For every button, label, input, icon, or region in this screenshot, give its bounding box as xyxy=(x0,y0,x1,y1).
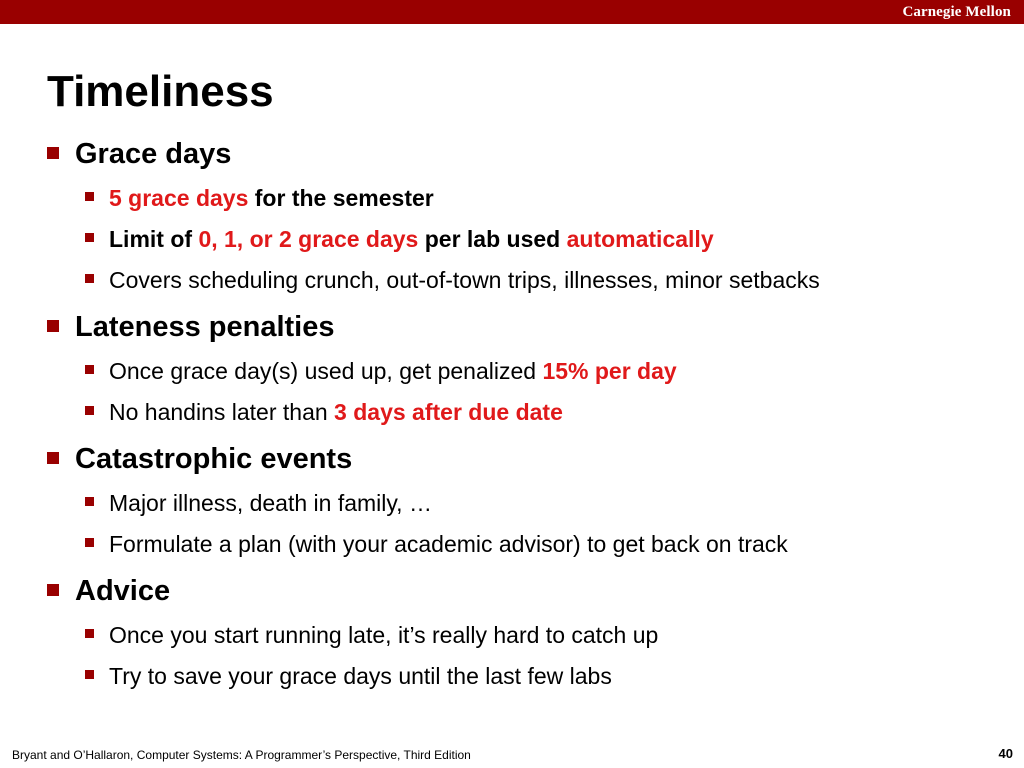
highlight-text: 15% per day xyxy=(542,358,677,384)
square-bullet-icon xyxy=(47,147,59,159)
item-text: per lab used xyxy=(418,226,567,252)
highlight-text: automatically xyxy=(566,226,714,252)
square-bullet-icon xyxy=(85,192,94,201)
item-text: Formulate a plan (with your academic advisor) to get back on track xyxy=(109,531,788,557)
square-bullet-icon xyxy=(85,233,94,242)
list-item xyxy=(85,183,434,213)
highlight-text: 0, 1, or 2 grace days xyxy=(198,226,419,252)
slide-title: Timeliness xyxy=(47,67,274,116)
section-heading-text: Lateness penalties xyxy=(75,311,335,343)
section-heading-grace-days xyxy=(47,137,231,171)
section-heading-text: Grace days xyxy=(75,138,232,170)
list-item xyxy=(85,529,788,559)
square-bullet-icon xyxy=(85,670,94,679)
item-text: Covers scheduling crunch, out-of-town trips, illnesses, minor setbacks xyxy=(109,267,820,293)
square-bullet-icon xyxy=(47,452,59,464)
square-bullet-icon xyxy=(85,538,94,547)
list-item xyxy=(85,224,714,254)
list-item xyxy=(85,661,612,691)
brand-label: Carnegie Mellon xyxy=(902,4,1011,20)
square-bullet-icon xyxy=(47,320,59,332)
square-bullet-icon xyxy=(47,584,59,596)
item-text: for the semester xyxy=(248,185,434,211)
highlight-text: 5 grace days xyxy=(109,185,249,211)
list-item xyxy=(85,488,432,518)
section-heading-catastrophic-events xyxy=(47,442,352,476)
square-bullet-icon xyxy=(85,497,94,506)
square-bullet-icon xyxy=(85,629,94,638)
list-item xyxy=(85,620,658,650)
square-bullet-icon xyxy=(85,365,94,374)
square-bullet-icon xyxy=(85,274,94,283)
item-text: Once grace day(s) used up, get penalized xyxy=(109,358,543,384)
list-item xyxy=(85,397,563,427)
item-text: Limit of xyxy=(109,226,199,252)
section-heading-lateness-penalties xyxy=(47,310,335,344)
item-text: No handins later than xyxy=(109,399,335,425)
square-bullet-icon xyxy=(85,406,94,415)
highlight-text: 3 days after due date xyxy=(334,399,563,425)
item-text: Major illness, death in family, … xyxy=(109,490,432,516)
section-heading-text: Catastrophic events xyxy=(75,443,353,475)
footer-citation: Bryant and O’Hallaron, Computer Systems: A Programmer’s Perspective, Third Edition xyxy=(12,748,471,762)
section-heading-text: Advice xyxy=(75,575,171,607)
page-number: 40 xyxy=(998,746,1013,761)
list-item xyxy=(85,356,677,386)
section-heading-advice xyxy=(47,574,170,608)
item-text: Once you start running late, it’s really hard to catch up xyxy=(109,622,659,648)
list-item xyxy=(85,265,820,295)
item-text: Try to save your grace days until the last few labs xyxy=(109,663,612,689)
